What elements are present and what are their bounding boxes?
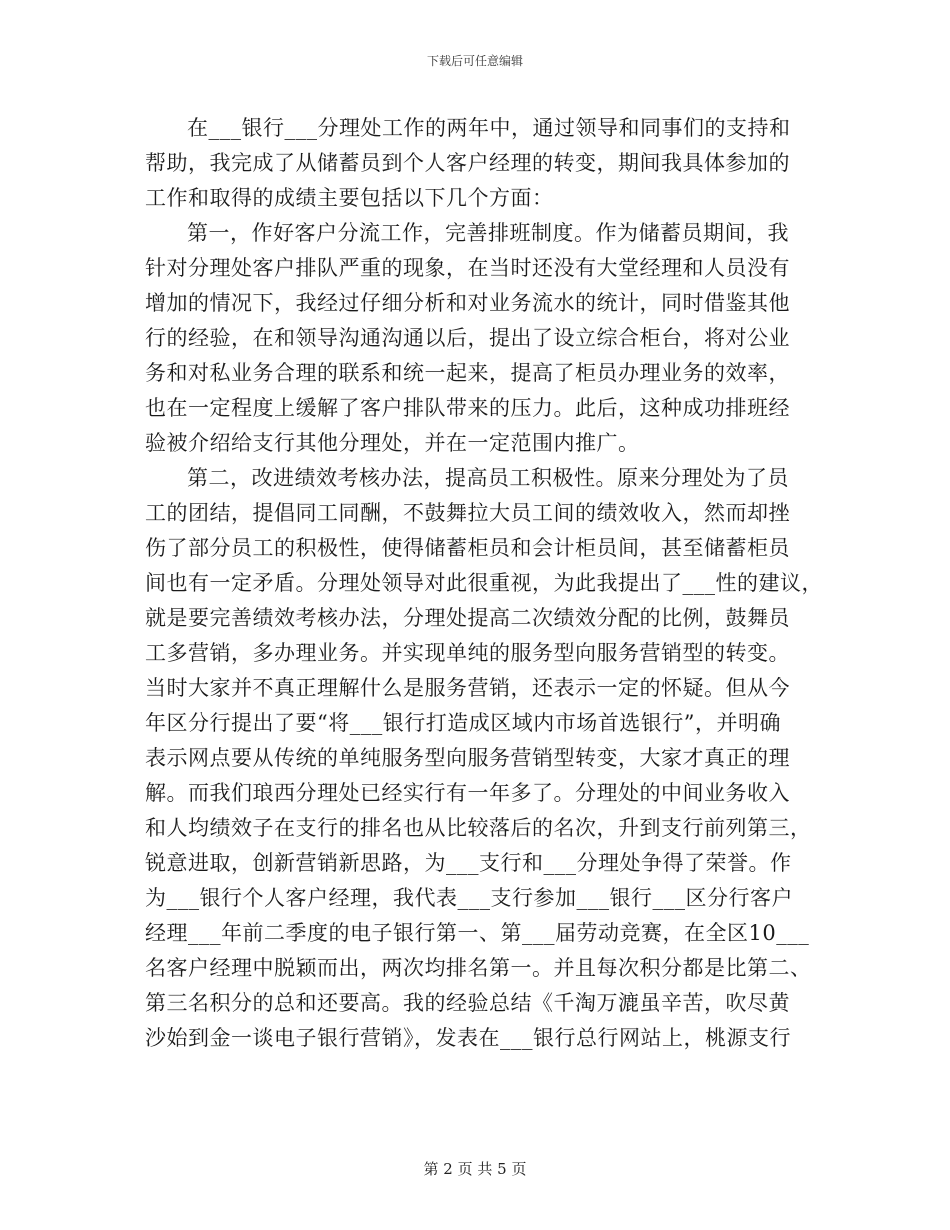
text-line: 工作和取得的成绩主要包括以下几个方面： xyxy=(145,186,554,210)
text-line: 也在一定程度上缓解了客户排队带来的压力。此后，这种成功排班经 xyxy=(145,396,790,420)
text-line: 在___银行___分理处工作的两年中，通过领导和同事们的支持和 xyxy=(187,116,791,140)
text-line: 当时大家并不真正理解什么是服务营销，还表示一定的怀疑。但从今 xyxy=(145,676,790,700)
text-line: 第二，改进绩效考核办法，提高员工积极性。原来分理处为了员 xyxy=(187,466,789,490)
text-line: 帮助，我完成了从储蓄员到个人客户经理的转变，期间我具体参加的 xyxy=(145,151,790,175)
text-line: 年区分行提出了要“将___银行打造成区域内市场首选银行”，并明确 xyxy=(145,711,781,735)
text-line: 行的经验，在和领导沟通沟通以后，提出了设立综合柜台，将对公业 xyxy=(145,326,790,350)
text-line: 名客户经理中脱颖而出，两次均排名第一。并且每次积分都是比第二、 xyxy=(145,956,812,980)
text-line: 伤了部分员工的积极性，使得储蓄柜员和会计柜员间，甚至储蓄柜员 xyxy=(145,536,790,560)
text-line: 第三名积分的总和还要高。我的经验总结《千淘万漉虽辛苦，吹尽黄 xyxy=(145,991,790,1015)
text-line: 验被介绍给支行其他分理处，并在一定范围内推广。 xyxy=(145,431,640,455)
text-line: 锐意进取，创新营销新思路，为___支行和___分理处争得了荣誉。作 xyxy=(145,851,792,875)
text-line: 和人均绩效子在支行的排名也从比较落后的名次，升到支行前列第三， xyxy=(145,816,812,840)
text-line: 针对分理处客户排队严重的现象，在当时还没有大堂经理和人员没有 xyxy=(145,256,790,280)
text-line: 就是要完善绩效考核办法，分理处提高二次绩效分配的比例，鼓舞员 xyxy=(145,606,790,630)
text-line: 工多营销，多办理业务。并实现单纯的服务型向服务营销型的转变。 xyxy=(145,641,790,665)
text-line: 为___银行个人客户经理，我代表___支行参加___银行___区分行客户 xyxy=(145,886,793,910)
text-line: 增加的情况下，我经过仔细分析和对业务流水的统计，同时借鉴其他 xyxy=(145,291,790,315)
text-line: 第一，作好客户分流工作，完善排班制度。作为储蓄员期间，我 xyxy=(187,221,789,245)
text-line: 沙始到金一谈电子银行营销》，发表在___银行总行网站上，桃源支行 xyxy=(145,1026,791,1050)
text-line: 表示网点要从传统的单纯服务型向服务营销型转变，大家才真正的理 xyxy=(145,746,790,770)
text-line: 务和对私业务合理的联系和统一起来，提高了柜员办理业务的效率， xyxy=(145,361,790,385)
text-line: 解。而我们琅西分理处已经实行有一年多了。分理处的中间业务收入 xyxy=(145,781,790,805)
text-line: 间也有一定矛盾。分理处领导对此很重视，为此我提出了___性的建议， xyxy=(145,571,823,595)
page-header: 下载后可任意编辑 xyxy=(426,54,523,68)
page-footer: 第 2 页 共 5 页 xyxy=(423,1160,527,1178)
text-line: 工的团结，提倡同工同酬，不鼓舞拉大员工间的绩效收入，然而却挫 xyxy=(145,501,790,525)
text-line: 经理___年前二季度的电子银行第一、第___届劳动竞赛，在全区10___ xyxy=(145,921,810,945)
